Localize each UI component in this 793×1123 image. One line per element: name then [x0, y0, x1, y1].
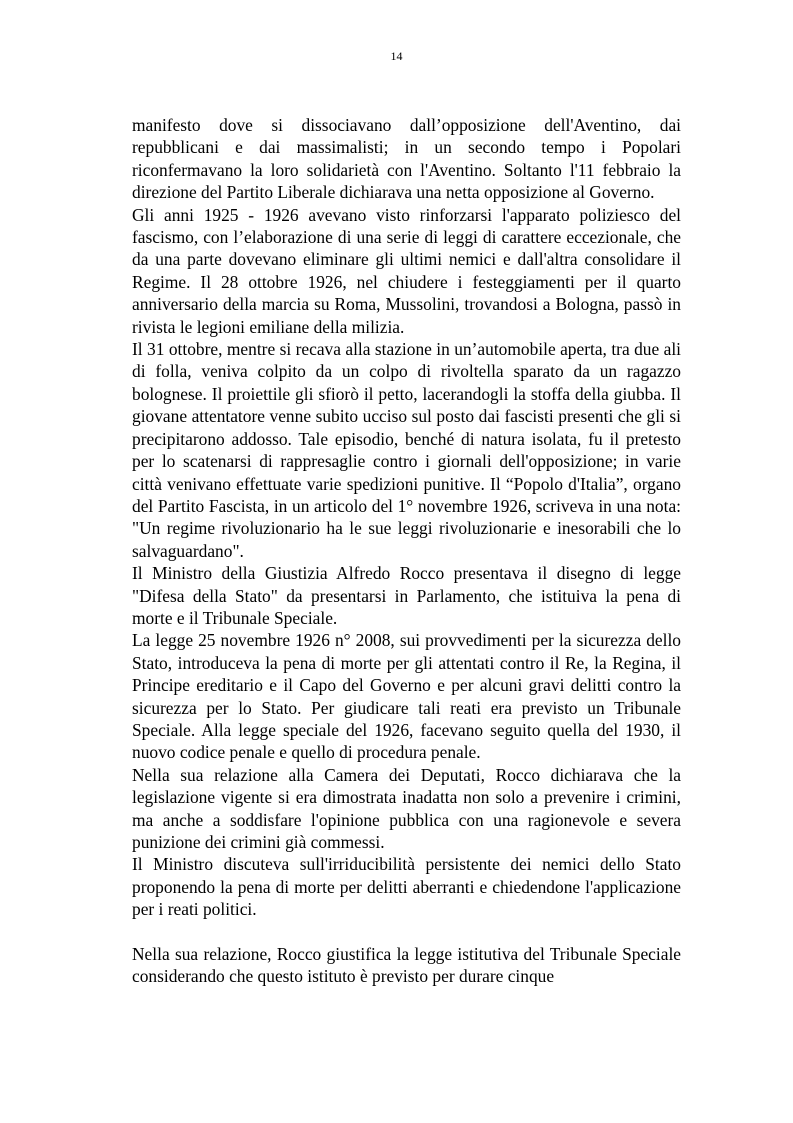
- paragraph-aventino-opposition: manifesto dove si dissociavano dall’opposizione dell'Aventino, dai repubblicani e dai massimalisti; in un secondo tempo i Popolari riconfermavano la loro solidarietà con l'Aventino. Soltanto l'11 febbraio la direzione del Partito Liberale dichiarava una netta opposizione al Governo.: [132, 115, 681, 203]
- paragraph-chamber-report: Nella sua relazione alla Camera dei Deputati, Rocco dichiarava che la legislazione vigente si era dimostrata inadatta non solo a prevenire i crimini, ma anche a soddisfare l'opinione pubblica con una ragionevole e severa punizione dei crimini già commessi.: [132, 764, 681, 852]
- paragraph-law-2008: La legge 25 novembre 1926 n° 2008, sui provvedimenti per la sicurezza dello Stato, introduceva la pena di morte per gli attentati contro il Re, la Regina, il Principe ereditario e il Capo del Governo e per alcuni gravi delitti contro la sicurezza per lo Stato. Per giudicare tali reati era previsto un Tribunale Speciale. Alla legge speciale del 1926, facevano seguito quella del 1930, il nuovo codice penale e quello di procedura penale.: [132, 630, 681, 763]
- paragraph-tribunal-justification: Nella sua relazione, Rocco giustifica la legge istitutiva del Tribunale Speciale considerando che questo istituto è previsto per durare cinque: [132, 944, 681, 987]
- paragraph-police-apparatus: Gli anni 1925 - 1926 avevano visto rinforzarsi l'apparato poliziesco del fascismo, con l’elaborazione di una serie di leggi di carattere eccezionale, che da una parte dovevano eliminare gli ultimi nemici e dall'altra consolidare il Regime. Il 28 ottobre 1926, nel chiudere i festeggiamenti per il quarto anniversario della marcia su Roma, Mussolini, trovandosi a Bologna, passò in rivista le legioni emiliane della milizia.: [132, 204, 681, 337]
- page-number: 14: [390, 49, 403, 63]
- paragraph-rocco-bill: Il Ministro della Giustizia Alfredo Rocco presentava il disegno di legge "Difesa della Stato" da presentarsi in Parlamento, che istituiva la pena di morte e il Tribunale Speciale.: [132, 563, 681, 628]
- body-text: [132, 114, 681, 988]
- paragraph-bologna-attack: Il 31 ottobre, mentre si recava alla stazione in un’automobile aperta, tra due ali di folla, veniva colpito da un colpo di rivoltella sparato da un ragazzo bolognese. Il proiettile gli sfiorò il petto, lacerandogli la stoffa della giubba. Il giovane attentatore venne subito ucciso sul posto dai fascisti presenti che gli si precipitarono addosso. Tale episodio, benché di natura isolata, fu il pretesto per lo scatenarsi di rappresaglie contro i giornali dell'opposizione; in varie città venivano effettuate varie spedizioni punitive. Il “Popolo d'Italia”, organo del Partito Fascista, in un articolo del 1° novembre 1926, scriveva in una nota: "Un regime rivoluzionario ha le sue leggi rivoluzionarie e inesorabili che lo salvaguardano".: [132, 339, 681, 561]
- paragraph-minister-discussion: Il Ministro discuteva sull'irriducibilità persistente dei nemici dello Stato proponendo la pena di morte per delitti aberranti e chiedendone l'applicazione per i reati politici.: [132, 854, 681, 920]
